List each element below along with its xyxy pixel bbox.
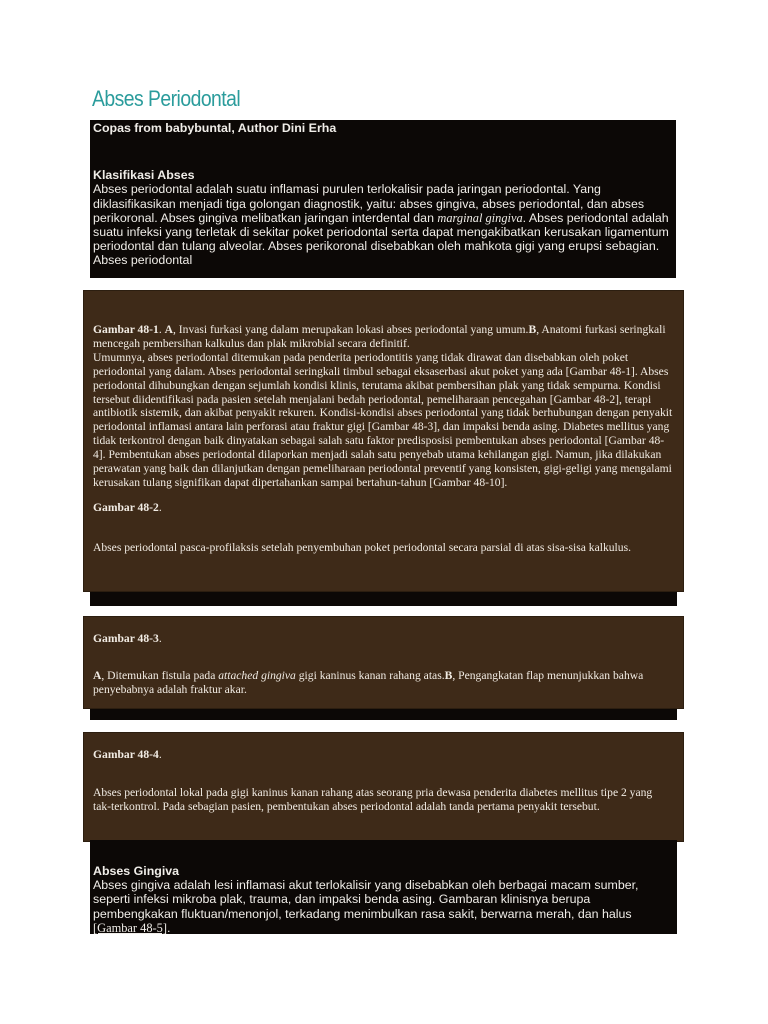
figure-48-3-caption: A, Ditemukan fistula pada attached gingiva gigi kaninus kanan rahang atas.B, Pengangkatan flap menunjukkan bahwa penyebabnya adalah fraktur akar. — [93, 668, 644, 696]
figure-48-4-caption: Abses periodontal lokal pada gigi kaninus kanan rahang atas seorang pria dewasa penderita diabetes mellitus tipe 2 yang tak-terkontrol. Pada sebagian pasien, pembentukan abses periodontal adalah tanda pertama penyakit tersebut. — [93, 785, 653, 813]
figure-48-3-label: Gambar 48-3. — [93, 632, 162, 645]
figure-48-1-block — [84, 291, 683, 591]
intro-subheading: Abses periodontal — [93, 253, 193, 268]
block-shadow — [90, 706, 677, 720]
figure-48-3-block — [84, 617, 683, 708]
gambar-48-5-link[interactable]: [Gambar 48-5] — [93, 920, 167, 935]
intro-paragraph: Abses periodontal adalah suatu inflamasi purulen terlokalisir pada jaringan periodontal. Yang diklasifikasikan menjadi tiga golongan diagnostik, yaitu: abses gingiva, abses periodontal, dan abses perikoronal. Abses gingiva melibatkan jaringan interdental dan marginal gingiva. Abses periodontal adalah suatu infeksi yang terletak di sekitar poket periodontal serta dapat mengakibatkan kerusakan ligamentum periodontal dan tulang alveolar. Abses perikoronal disebabkan oleh mahkota gigi yang erupsi sebagian. — [93, 182, 669, 254]
section-heading-gingiva: Abses Gingiva — [93, 864, 180, 878]
figure-48-2-label: Gambar 48-2. — [93, 500, 162, 514]
figure-48-4-label: Gambar 48-4. — [93, 748, 162, 761]
attached-gingiva-term: attached gingiva — [218, 668, 296, 682]
figure-48-2-caption: Abses periodontal pasca-profilaksis setelah penyembuhan poket periodontal secara parsial di atas sisa-sisa kalkulus. — [93, 540, 631, 554]
page-title: Abses Periodontal — [92, 86, 241, 111]
figure-48-4-block — [84, 733, 683, 841]
gingiva-block — [90, 840, 677, 934]
periodontal-body-text: Umumnya, abses periodontal ditemukan pada penderita periodontitis yang tidak dirawat dan disebabkan oleh poket periodontal yang dalam. Abses periodontal seringkali timbul sebagai eksaserbasi akut poket yang ada [Gambar 48-1]. Abses periodontal dihubungkan dengan sejumlah kondisi klinis, terutama akibat pembersihan plak yang tidak sempurna. Kondisi tersebut diidentifikasi pada pasien setelah menjalani bedah periodontal, pemeliharaan pencegahan [Gambar 48-2], terapi antibiotik sistemik, dan akibat penyakit rekuren. Kondisi-kondisi abses periodontal yang tidak berhubungan dengan penyakit periodontal inflamasi antara lain perforasi atau fraktur gigi [Gambar 48-3], dan impaksi benda asing. Diabetes mellitus yang tidak terkontrol dengan baik dinyatakan sebagai salah satu faktor predisposisi pembentukan abses periodontal [Gambar 48-4]. Pembentukan abses periodontal dilaporkan menjadi salah satu penyebab utama kehilangan gigi. Namun, jika dilakukan perawatan yang baik dan dilanjutkan dengan pemeliharaan periodontal preventif yang konsisten, gigi-geligi yang mengalami kerusakan tulang signifikan dapat dipertahankan sampai bertahun-tahun [Gambar 48-10]. — [93, 350, 673, 489]
section-heading-klasifikasi: Klasifikasi Abses — [93, 168, 195, 183]
author-credit: Copas from babybuntal, Author Dini Erha — [93, 121, 337, 135]
marginal-gingiva-term: marginal gingiva — [437, 210, 523, 225]
intro-block — [90, 120, 676, 278]
figure-48-1-caption: Gambar 48-1. A, Invasi furkasi yang dalam merupakan lokasi abses periodontal yang umum.B, Anatomi furkasi seringkali mencegah pembersihan kalkulus dan plak mikrobial secara definitif. — [93, 323, 666, 350]
gingiva-paragraph: Abses gingiva adalah lesi inflamasi akut terlokalisir yang disebabkan oleh berbagai macam sumber, seperti infeksi mikroba plak, trauma, dan impaksi benda asing. Gambaran klinisnya berupa pembengkakan fluktuan/menonjol, terkadang menimbulkan rasa sakit, berwarna merah, dan halus [Gambar 48-5]. — [93, 878, 639, 935]
